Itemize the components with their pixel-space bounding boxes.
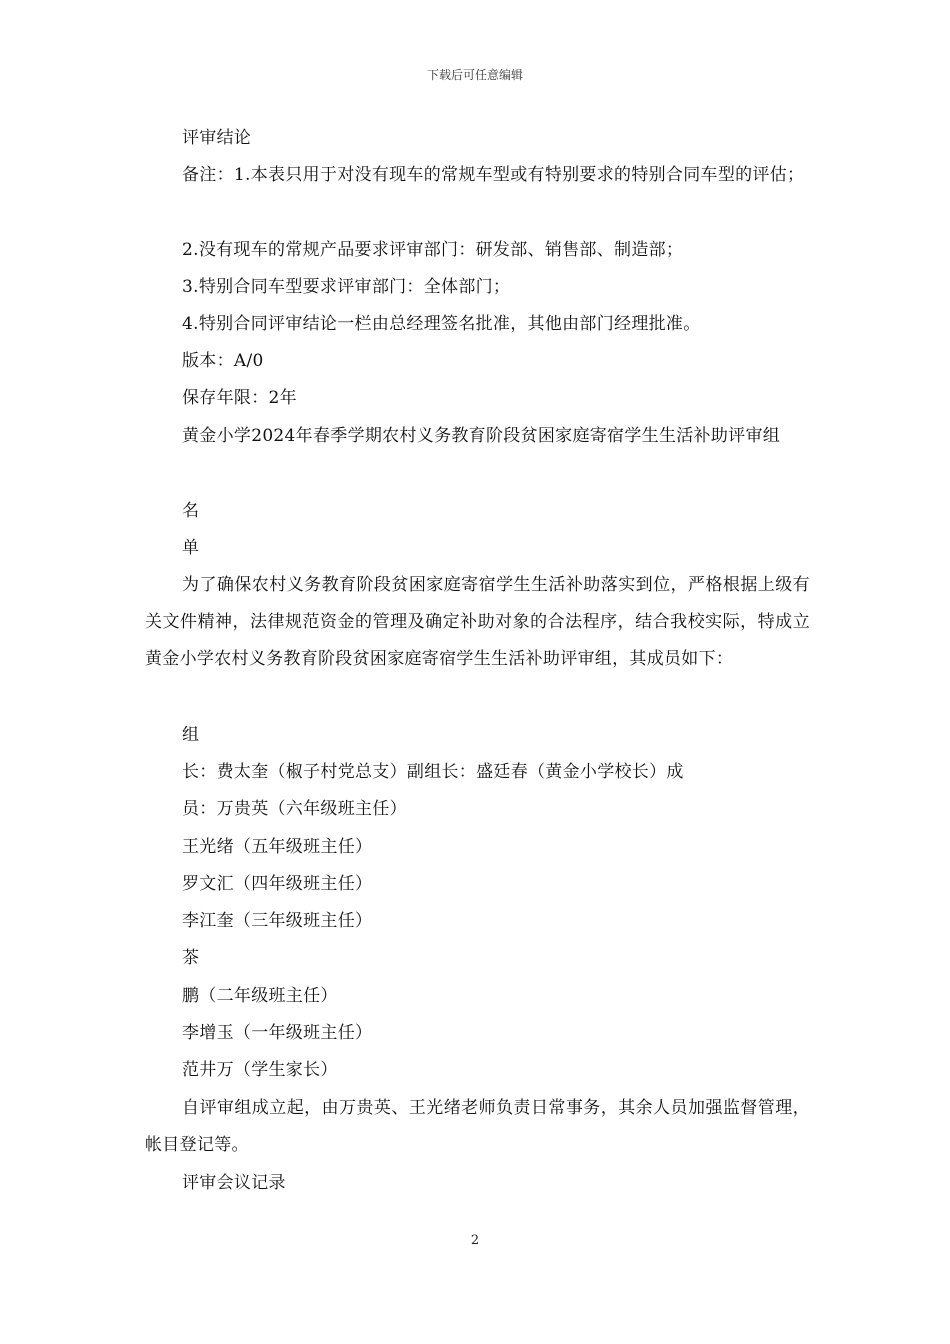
paragraph-member-fan: 范井万（学生家长） (182, 1060, 338, 1080)
paragraph-retention: 保存年限：2年 (182, 388, 297, 408)
paragraph-member-cha-char: 茶 (182, 948, 200, 968)
paragraph-remark-1: 备注：1.本表只用于对没有现车的常规车型或有特别要求的特别合同车型的评估； (182, 165, 805, 185)
paragraph-member-wang: 王光绪（五年级班主任） (182, 837, 373, 857)
page-number: 2 (470, 1233, 480, 1248)
paragraph-leader: 长：费太奎（椒子村党总支）副组长：盛廷春（黄金小学校长）成 (182, 762, 684, 782)
paragraph-group-char: 组 (182, 725, 200, 745)
paragraph-name-char: 名 (182, 501, 200, 521)
paragraph-member-peng: 鹏（二年级班主任） (182, 986, 338, 1006)
paragraph-member-li-zeng: 李增玉（一年级班主任） (182, 1023, 373, 1043)
paragraph-member-luo: 罗文汇（四年级班主任） (182, 874, 373, 894)
paragraph-list-char: 单 (182, 538, 200, 558)
paragraph-remark-2: 2.没有现车的常规产品要求评审部门：研发部、销售部、制造部； (182, 240, 684, 260)
paragraph-member-wan: 员：万贵英（六年级班主任） (182, 799, 407, 819)
paragraph-purpose: 为了确保农村义务教育阶段贫困家庭寄宿学生生活补助落实到位，严格根据上级有关文件精神，法律规范资金的管理及确定补助对象的合法程序，结合我校实际，特成立黄金小学农村义务教育阶段贫困家庭寄宿学生生活补助评审组，其成员如下： (145, 575, 810, 669)
page-header-note: 下载后可任意编辑 (426, 68, 523, 82)
paragraph-duties: 自评审组成立起，由万贵英、王光绪老师负责日常事务，其余人员加强监督管理，帐目登记等。 (145, 1098, 810, 1155)
paragraph-review-conclusion: 评审结论 (182, 128, 252, 148)
paragraph-version: 版本：A/0 (182, 351, 264, 371)
paragraph-member-li-jiang: 李江奎（三年级班主任） (182, 911, 373, 931)
paragraph-meeting-record: 评审会议记录 (182, 1173, 286, 1193)
paragraph-remark-3: 3.特别合同车型要求评审部门：全体部门； (182, 277, 511, 297)
paragraph-group-title: 黄金小学2024年春季学期农村义务教育阶段贫困家庭寄宿学生生活补助评审组 (182, 426, 781, 446)
paragraph-remark-4: 4.特别合同评审结论一栏由总经理签名批准，其他由部门经理批准。 (182, 314, 701, 334)
